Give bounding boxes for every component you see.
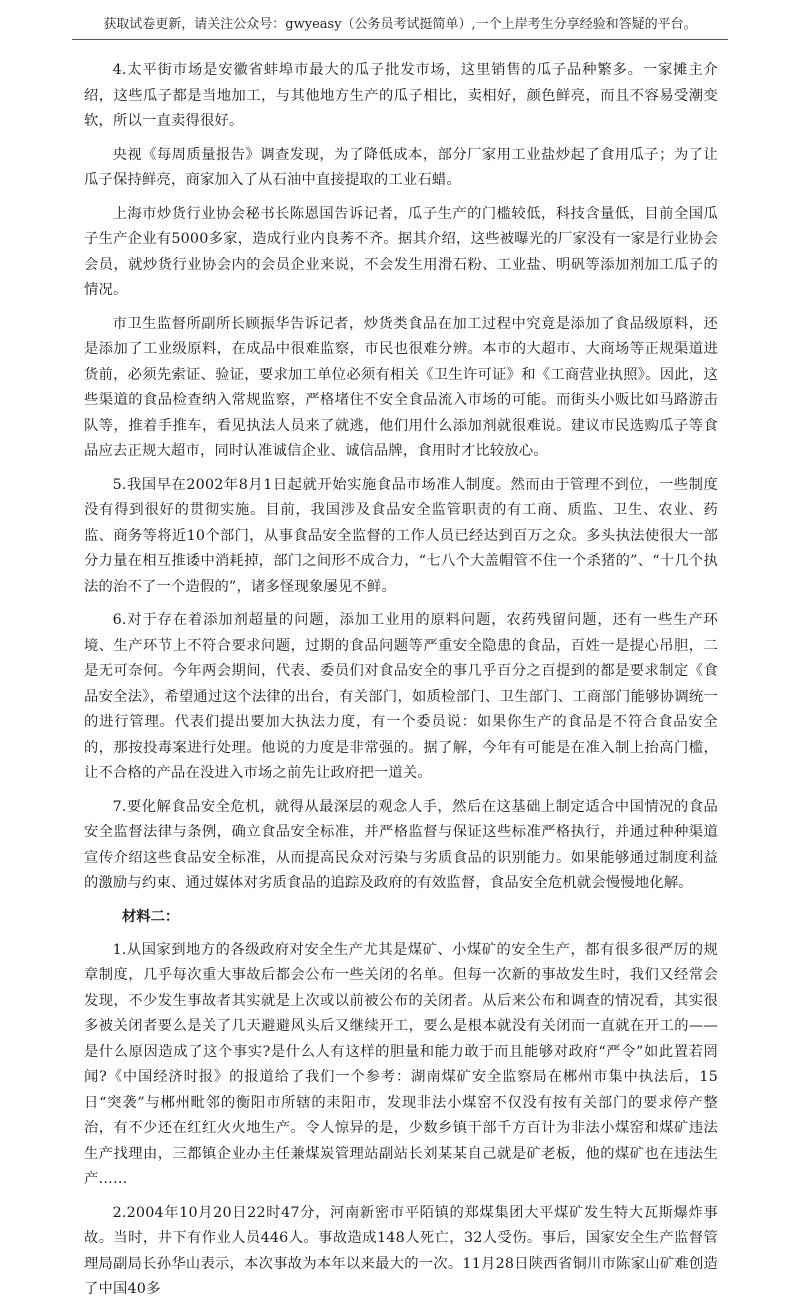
paragraph-market-access-system: 5.我国早在2002年8月1日起就开始实施食品市场准人制度。然而由于管理不到位，一些制度没有得到很好的贯彻实施。目前，我国涉及食品安全监管职责的有工商、质监、卫生、农业、药监、商务等将近10个部门，从事食品安全监督的工作人员已经达到百万之众。多头执法使很大一部分力量在相互推诿中消耗掉，部门之间形不成合力，“七八个大盖帽管不住一个杀猪的”、“十几个执法的治不了一个造假的”，诸多怪现象屡见不鲜。 <box>84 476 718 595</box>
paragraph-mine-explosion: 2.2004年10月20日22时47分，河南新密市平陌镇的郑煤集团大平煤矿发生特大瓦斯爆炸事故。当时，井下有作业人员446人。事故造成148人死亡，32人受伤。事后，国家安全生产监督管理局副局长孙华山表示，本次事故为本年以来最大的一次。11月28日陕西省铜川市陈家山矿难创造了中国40多 <box>84 1204 718 1297</box>
paragraph-coal-mine-regulation: 1.从国家到地方的各级政府对安全生产尤其是煤矿、小煤矿的安全生产，都有很多很严厉的规章制度，几乎每次重大事故后都会公布一些关闭的名单。但每一次新的事故发生时，我们又经常会发现，不少发生事故者其实就是上次或以前被公布的关闭者。从后来公布和调查的情况看，其实很多被关闭者要么是关了几天避避风头后又继续开工，要么是根本就没有关闭而一直就在开工的——是什么原因造成了这个事实?是什么人有这样的胆量和能力敢于而且能够对政府“严令”如此置若罔闻?《中国经济时报》的报道给了我们一个参考：湖南煤矿安全监察局在郴州市集中执法后，15日“突袭”与郴州毗邻的衡阳市所辖的耒阳市，发现非法小煤窑不仅没有按有关部门的要求停产整治，有不少还在红红火火地生产。令人惊异的是，少数乡镇干部千方百计为非法小煤窑和煤矿违法生产找理由，三都镇企业办主任兼煤炭管理站副站长刘某某自己就是矿老板，他的煤矿也在违法生产…… <box>84 941 718 1187</box>
header-divider <box>72 39 728 40</box>
paragraph-association-comment: 上海市炒货行业协会秘书长陈恩国告诉记者，瓜子生产的门槛较低，科技含量低，目前全国瓜子生产企业有5000多家，造成行业内良莠不齐。据其介绍，这些被曝光的厂家没有一家是行业协会会员，就炒货行业协会内的会员企业来说，不会发生用滑石粉、工业盐、明矾等添加剂加工瓜子的情况。 <box>84 205 718 298</box>
paragraph-market-intro: 4.太平街市场是安徽省蚌埠市最大的瓜子批发市场，这里销售的瓜子品种繁多。一家摊主介绍，这些瓜子都是当地加工，与其他地方生产的瓜子相比，卖相好，颜色鲜亮，而且不容易受潮变软，所以一直卖得很好。 <box>84 62 718 129</box>
paragraph-health-supervision: 市卫生监督所副所长顾振华告诉记者，炒货类食品在加工过程中究竟是添加了食品级原料，还是添加了工业级原料，在成品中很难监察，市民也很难分辨。本市的大超市、大商场等正规渠道进货前，必须先索证、验证，要求加工单位必须有相关《卫生许可证》和《工商营业执照》。因此，这些渠道的食品检查纳入常规监察，严格堵住不安全食品流入市场的可能。而街头小贩比如马路游击队等，推着手推车，看见执法人员来了就逃，他们用什么添加剂就很难说。建议市民选购瓜子等食品应去正规大超市，同时认准诚信企业、诚信品牌，食用时才比较放心。 <box>84 315 718 459</box>
document-body <box>84 58 718 1311</box>
paragraph-food-safety-law: 6.对于存在着添加剂超量的问题，添加工业用的原料问题，农药残留问题，还有一些生产环境、生产环节上不符合要求问题，过期的食品问题等严重安全隐患的食品，百姓一是提心吊胆，二是无可奈何。今年两会期间，代表、委员们对食品安全的事几乎百分之百提到的都是要求制定《食品安全法》，希望通过这个法律的出台，有关部门，如质检部门、卫生部门、工商部门能够协调统一的进行管理。代表们提出要加大执法力度，有一个委员说：如果你生产的食品是不符合食品安全的，那按投毒案进行处理。他说的力度是非常强的。据了解，今年有可能是在准入制上抬高门槛，让不合格的产品在没进入市场之前先让政府把一道关。 <box>84 612 718 781</box>
page-header-notice: 获取试卷更新，请关注公众号：gwyeasy（公务员考试挺简单）,一个上岸考生分享经验和答疑的平台。 <box>103 17 697 32</box>
paragraph-cctv-report: 央视《每周质量报告》调查发现，为了降低成本，部分厂家用工业盐炒起了食用瓜子；为了让瓜子保持鲜亮，商家加入了从石油中直接提取的工业石蜡。 <box>84 146 718 188</box>
paragraph-resolve-crisis: 7.要化解食品安全危机，就得从最深层的观念人手，然后在这基础上制定适合中国情况的食品安全监督法律与条例，确立食品安全标准，并严格监督与保证这些标准严格执行，并通过种种渠道宣传介绍这些食品安全标准，从而提高民众对污染与劣质食品的识别能力。如果能够通过制度利益的激励与约束、通过媒体对劣质食品的追踪及政府的有效监督，食品安全危机就会慢慢地化解。 <box>84 798 718 891</box>
section-title-material-two: 材料二： <box>122 908 180 925</box>
